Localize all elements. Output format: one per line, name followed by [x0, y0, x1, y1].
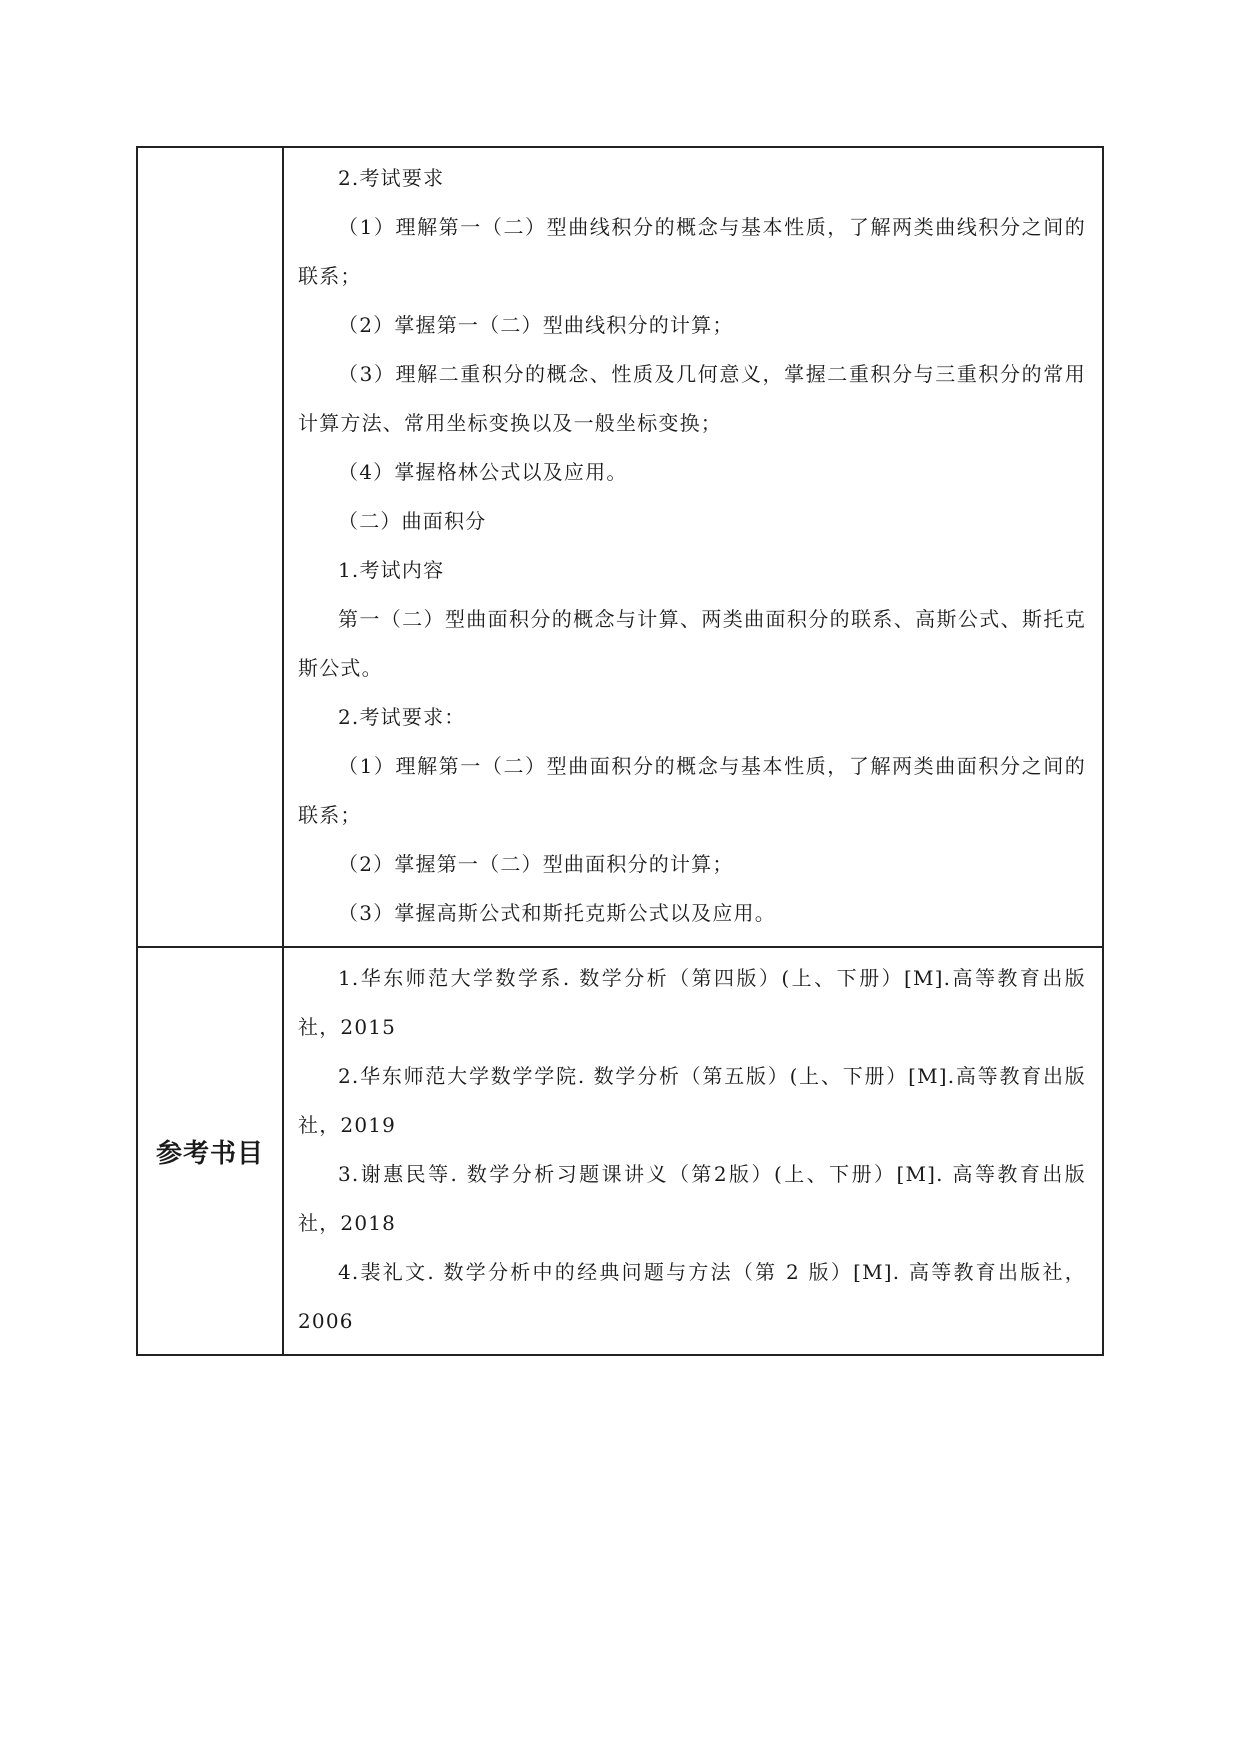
subsection-heading: 1.考试内容 — [338, 558, 445, 582]
syllabus-paragraph: （3）理解二重积分的概念、性质及几何意义，掌握二重积分与三重积分的常用计算方法、常用坐标变换以及一般坐标变换； — [298, 362, 1086, 435]
reference-item: 1.华东师范大学数学系. 数学分析（第四版）(上、下册）[M].高等教育出版社，2015 — [298, 966, 1086, 1039]
syllabus-paragraph: （2）掌握第一（二）型曲面积分的计算； — [338, 852, 734, 876]
syllabus-paragraph: （1）理解第一（二）型曲线积分的概念与基本性质，了解两类曲线积分之间的联系； — [298, 215, 1086, 288]
section-heading: （二）曲面积分 — [338, 509, 487, 533]
syllabus-content-cell — [283, 147, 1103, 947]
syllabus-paragraph: （2）掌握第一（二）型曲线积分的计算； — [338, 313, 734, 337]
syllabus-paragraph: 第一（二）型曲面积分的概念与计算、两类曲面积分的联系、高斯公式、斯托克斯公式。 — [298, 607, 1086, 680]
references-content-cell — [283, 947, 1103, 1355]
references-row — [137, 947, 1103, 1355]
syllabus-paragraph: 2.考试要求 — [338, 166, 445, 190]
reference-item: 4.裴礼文. 数学分析中的经典问题与方法（第 2 版）[M]. 高等教育出版社，2006 — [298, 1260, 1086, 1333]
syllabus-row — [137, 147, 1103, 947]
empty-label-cell — [137, 147, 283, 947]
syllabus-paragraph: （1）理解第一（二）型曲面积分的概念与基本性质，了解两类曲面积分之间的联系； — [298, 754, 1086, 827]
references-label: 参考书目 — [137, 947, 283, 1355]
syllabus-table — [136, 146, 1104, 1356]
reference-item: 3.谢惠民等. 数学分析习题课讲义（第2版）(上、下册）[M]. 高等教育出版社，2018 — [298, 1162, 1086, 1235]
syllabus-paragraph: （3）掌握高斯公式和斯托克斯公式以及应用。 — [338, 901, 776, 925]
subsection-heading: 2.考试要求： — [338, 705, 466, 729]
reference-item: 2.华东师范大学数学学院. 数学分析（第五版）(上、下册）[M].高等教育出版社，2019 — [298, 1064, 1086, 1137]
syllabus-paragraph: （4）掌握格林公式以及应用。 — [338, 460, 628, 484]
